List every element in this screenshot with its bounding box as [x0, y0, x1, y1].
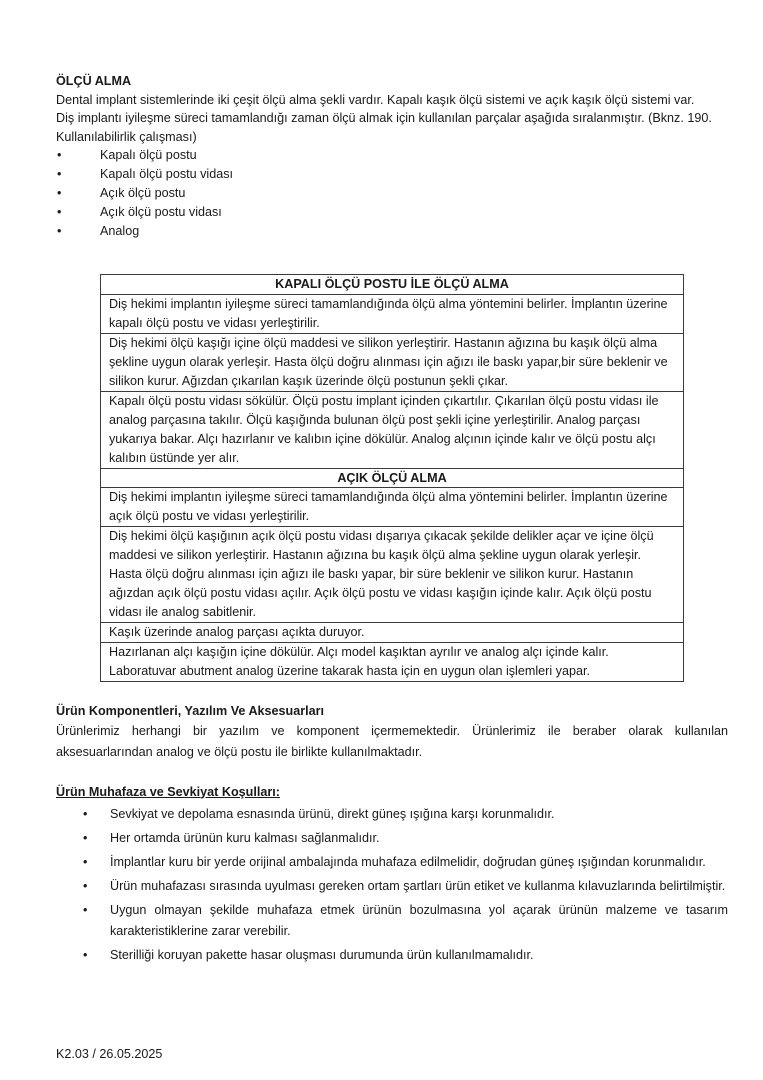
list-item: • Sterilliği koruyan pakette hasar oluşması durumunda ürün kullanılmamalıdır.: [56, 945, 728, 966]
list-item: • Uygun olmayan şekilde muhafaza etmek ürünün bozulmasına yol açarak ürünün malzeme ve tasarım karakteristiklerine zarar verebilir.: [56, 900, 728, 942]
storage-list: [56, 804, 728, 966]
document-code: K2.03 / 26.05.2025: [56, 1047, 163, 1061]
intro-paragraph-2: Diş implantı iyileşme süreci tamamlandığı zaman ölçü almak için kullanılan parçalar aşağıda sıralanmıştır. (Bknz. 190. Kullanılabilirlik çalışması): [56, 111, 712, 144]
table-row: Hazırlanan alçı kaşığın içine dökülür. Alçı model kaşıktan ayrılır ve analog alçı içinde kalır. Laboratuvar abutment analog üzerine takarak hasta için en uygun olan işlemleri yapar.: [101, 643, 683, 682]
table-row: Kapalı ölçü postu vidası sökülür. Ölçü postu implant içinden çıkartılır. Çıkarılan ölçü postu vidası ile analog parçasına takılır. Ölçü kaşığında bulunan ölçü post şekli içine yerleştirilir. Analog parçası yukarıya bakar. Alçı hazırlanır ve kalıbın içine dökülür. Analog alçının içinde kalır ve ölçü postu alçı kalıbın üstünde yer alır.: [101, 392, 683, 469]
list-item: • Sevkiyat ve depolama esnasında ürünü, direkt güneş ışığına karşı korunmalıdır.: [56, 804, 728, 825]
storage-section: [56, 783, 728, 967]
list-item: • Kapalı ölçü postu vidası: [56, 165, 728, 184]
list-item: • Kapalı ölçü postu: [56, 146, 728, 165]
list-item: • Açık ölçü postu vidası: [56, 203, 728, 222]
document-page: [56, 72, 728, 969]
table-row: Diş hekimi implantın iyileşme süreci tamamlandığında ölçü alma yöntemini belirler. İmplantın üzerine açık ölçü postu ve vidası yerleştirilir.: [101, 488, 683, 527]
storage-title: Ürün Muhafaza ve Sevkiyat Koşulları:: [56, 784, 280, 799]
intro-paragraph-1: Dental implant sistemlerinde iki çeşit ölçü alma şekli vardır. Kapalı kaşık ölçü sistemi ve açık kaşık ölçü sistemi var.: [56, 92, 695, 107]
list-item: • İmplantlar kuru bir yerde orijinal ambalajında muhafaza edilmelidir, doğrudan güneş ışığından korunmalıdır.: [56, 852, 728, 873]
table-row: Diş hekimi ölçü kaşığı içine ölçü maddesi ve silikon yerleştirir. Hastanın ağızına bu kaşık ölçü alma şekline uygun olarak yerleşir. Hasta ölçü doğru alınması için ağızı ile baskı yapar,bir süre beklenir ve silikon kurur. Ağızdan çıkarılan kaşık üzerinde ölçü postunun şekli çıkar.: [101, 334, 683, 392]
table-row: Diş hekimi implantın iyileşme süreci tamamlandığında ölçü alma yöntemini belirler. İmplantın üzerine kapalı ölçü postu ve vidası yerleştirilir.: [101, 295, 683, 334]
open-tray-header: AÇIK ÖLÇÜ ALMA: [101, 469, 683, 489]
components-title: Ürün Komponentleri, Yazılım Ve Aksesuarları: [56, 704, 325, 718]
list-item: • Açık ölçü postu: [56, 184, 728, 203]
table-row: Diş hekimi ölçü kaşığının açık ölçü postu vidası dışarıya çıkacak şekilde delikler açar ve içine ölçü maddesi ve silikon yerleştirir. Hastanın ağızına bu kaşık ölçü alma şekline uygun olarak yerleşir. Hasta ölçü doğru alınması için ağızı ile baskı yapar, bir süre beklenir ve silikon kurur. Hastanın ağızdan açık ölçü postu vidası açılır. Açık ölçü postu ve vidası kaşığın içinde kalır. Açık ölçü postu vidası ile analog sabitlenir.: [101, 527, 683, 623]
list-item: • Ürün muhafazası sırasında uyulması gereken ortam şartları ürün etiket ve kullanma kılavuzlarında belirtilmiştir.: [56, 876, 728, 897]
parts-list: [56, 146, 728, 241]
components-text: Ürünlerimiz herhangi bir yazılım ve komponent içermemektedir. Ürünlerimiz ile beraber olarak kullanılan aksesuarlarından analog ve ölçü postu ile birlikte kullanılmaktadır.: [56, 723, 728, 759]
list-item: • Analog: [56, 222, 728, 241]
table-row: Kaşık üzerinde analog parçası açıkta duruyor.: [101, 623, 683, 643]
closed-tray-header: KAPALI ÖLÇÜ POSTU İLE ÖLÇÜ ALMA: [101, 275, 683, 295]
list-item: • Her ortamda ürünün kuru kalması sağlanmalıdır.: [56, 828, 728, 849]
section-title-olcu-alma: ÖLÇÜ ALMA: [56, 74, 132, 88]
components-section: [56, 702, 728, 763]
impression-procedure-table: [100, 274, 684, 682]
